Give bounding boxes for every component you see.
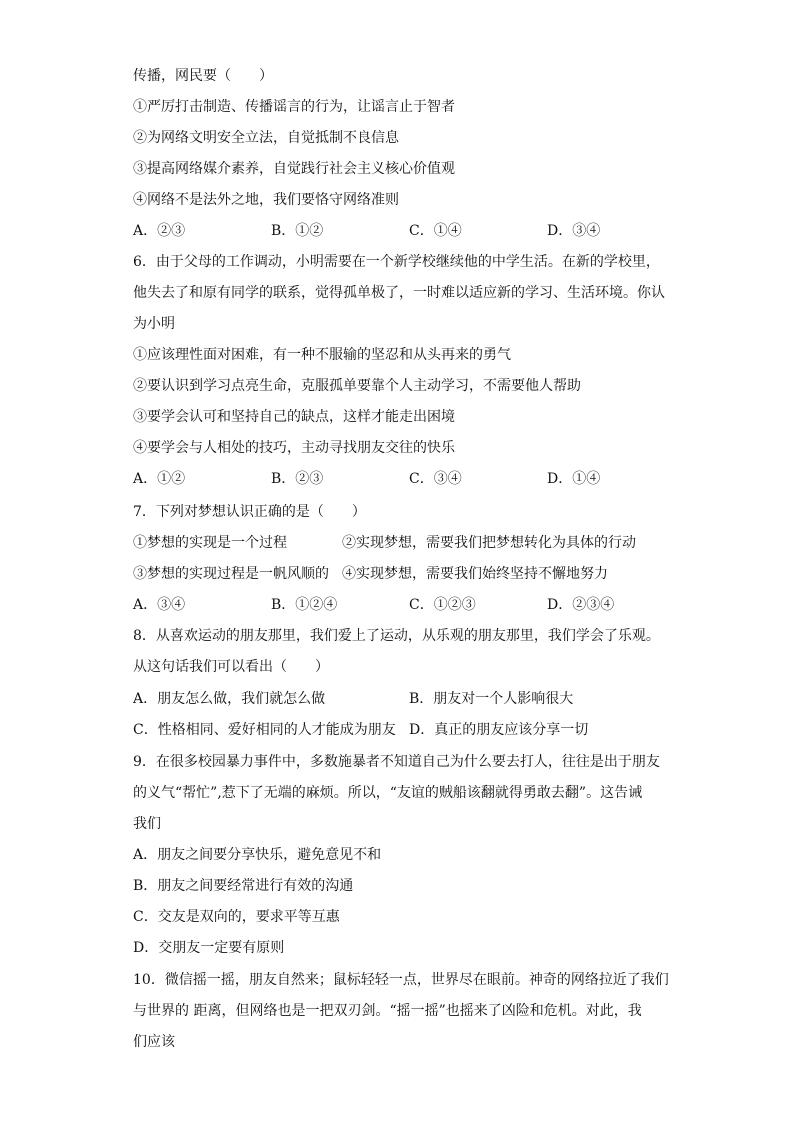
q6-option-b: B．②③ bbox=[271, 471, 324, 487]
q5-option-d: D．③④ bbox=[547, 223, 601, 239]
q10-stem-line-1: 10．微信摇一摇，朋友自然来；鼠标轻轻一点，世界尽在眼前。神奇的网络拉近了我们 bbox=[133, 972, 669, 988]
q7-item-1: ①梦想的实现是一个过程 bbox=[133, 535, 287, 551]
q5-item-3: ③提高网络媒介素养，自觉践行社会主义核心价值观 bbox=[133, 161, 455, 177]
q9-option-a: A．朋友之间要分享快乐，避免意见不和 bbox=[133, 847, 382, 863]
q7-option-d: D．②③④ bbox=[547, 597, 615, 613]
q10-stem-line-2: 与世界的 距离，但网络也是一把双刃剑。“摇一摇”也摇来了凶险和危机。对此，我 bbox=[133, 1003, 642, 1019]
q7-option-c: C．①②③ bbox=[409, 597, 476, 613]
q10-stem-line-3: 们应该 bbox=[133, 1034, 175, 1050]
q6-item-2: ②要认识到学习点亮生命，克服孤单要靠个人主动学习，不需要他人帮助 bbox=[133, 378, 581, 394]
q8-stem-line-2: 从这句话我们可以看出（ ） bbox=[133, 659, 329, 675]
q5-item-4: ④网络不是法外之地，我们要恪守网络准则 bbox=[133, 192, 399, 208]
q6-option-a: A．①② bbox=[133, 471, 186, 487]
q8-option-b: B．朋友对一个人影响很大 bbox=[409, 691, 574, 707]
q6-item-4: ④要学会与人相处的技巧，主动寻找朋友交往的快乐 bbox=[133, 440, 455, 456]
q9-stem-line-1: 9．在很多校园暴力事件中，多数施暴者不知道自己为什么要去打人，往往是出于朋友 bbox=[133, 754, 660, 770]
q9-option-b: B．朋友之间要经常进行有效的沟通 bbox=[133, 878, 354, 894]
q5-option-b: B．①② bbox=[271, 223, 324, 239]
q5-stem-tail: 传播，网民要（ ） bbox=[133, 68, 273, 84]
q5-option-c: C．①④ bbox=[409, 223, 462, 239]
q9-option-c: C．交友是双向的，要求平等互惠 bbox=[133, 909, 340, 925]
q8-stem-line-1: 8．从喜欢运动的朋友那里，我们爱上了运动，从乐观的朋友那里，我们学会了乐观。 bbox=[133, 628, 660, 644]
q5-option-a: A．②③ bbox=[133, 223, 186, 239]
q6-stem-line-1: 6．由于父母的工作调动，小明需要在一个新学校继续他的中学生活。在新的学校里， bbox=[133, 254, 660, 270]
q8-option-d: D．真正的朋友应该分享一切 bbox=[409, 722, 589, 738]
q8-option-c: C．性格相同、爱好相同的人才能成为朋友 bbox=[133, 722, 396, 738]
q9-stem-line-2: 的义气“帮忙”,惹下了无端的麻烦。所以，“友谊的贼船该翻就得勇敢去翻”。这告诫 bbox=[133, 785, 643, 801]
q9-option-d: D．交朋友一定要有原则 bbox=[133, 940, 285, 956]
q7-stem: 7．下列对梦想认识正确的是（ ） bbox=[133, 504, 366, 520]
q5-item-1: ①严厉打击制造、传播谣言的行为，让谣言止于智者 bbox=[133, 99, 455, 115]
q5-item-2: ②为网络文明安全立法，自觉抵制不良信息 bbox=[133, 130, 399, 146]
q6-option-d: D．①④ bbox=[547, 471, 601, 487]
q7-item-4: ④实现梦想，需要我们始终坚持不懈地努力 bbox=[342, 566, 608, 582]
q6-item-3: ③要学会认可和坚持自己的缺点，这样才能走出困境 bbox=[133, 409, 455, 425]
q7-option-b: B．①②④ bbox=[271, 597, 338, 613]
q6-item-1: ①应该理性面对困难，有一种不服输的坚忍和从头再来的勇气 bbox=[133, 347, 511, 363]
q7-item-3: ③梦想的实现过程是一帆风顺的 bbox=[133, 566, 329, 582]
q6-stem-line-2: 他失去了和原有同学的联系，觉得孤单极了，一时难以适应新的学习、生活环境。你认 bbox=[133, 285, 665, 301]
q9-stem-line-3: 我们 bbox=[133, 816, 161, 832]
q8-option-a: A．朋友怎么做，我们就怎么做 bbox=[133, 691, 326, 707]
q7-item-2: ②实现梦想，需要我们把梦想转化为具体的行动 bbox=[342, 535, 636, 551]
q6-stem-line-3: 为小明 bbox=[133, 316, 175, 332]
q7-option-a: A．③④ bbox=[133, 597, 186, 613]
q6-option-c: C．③④ bbox=[409, 471, 462, 487]
